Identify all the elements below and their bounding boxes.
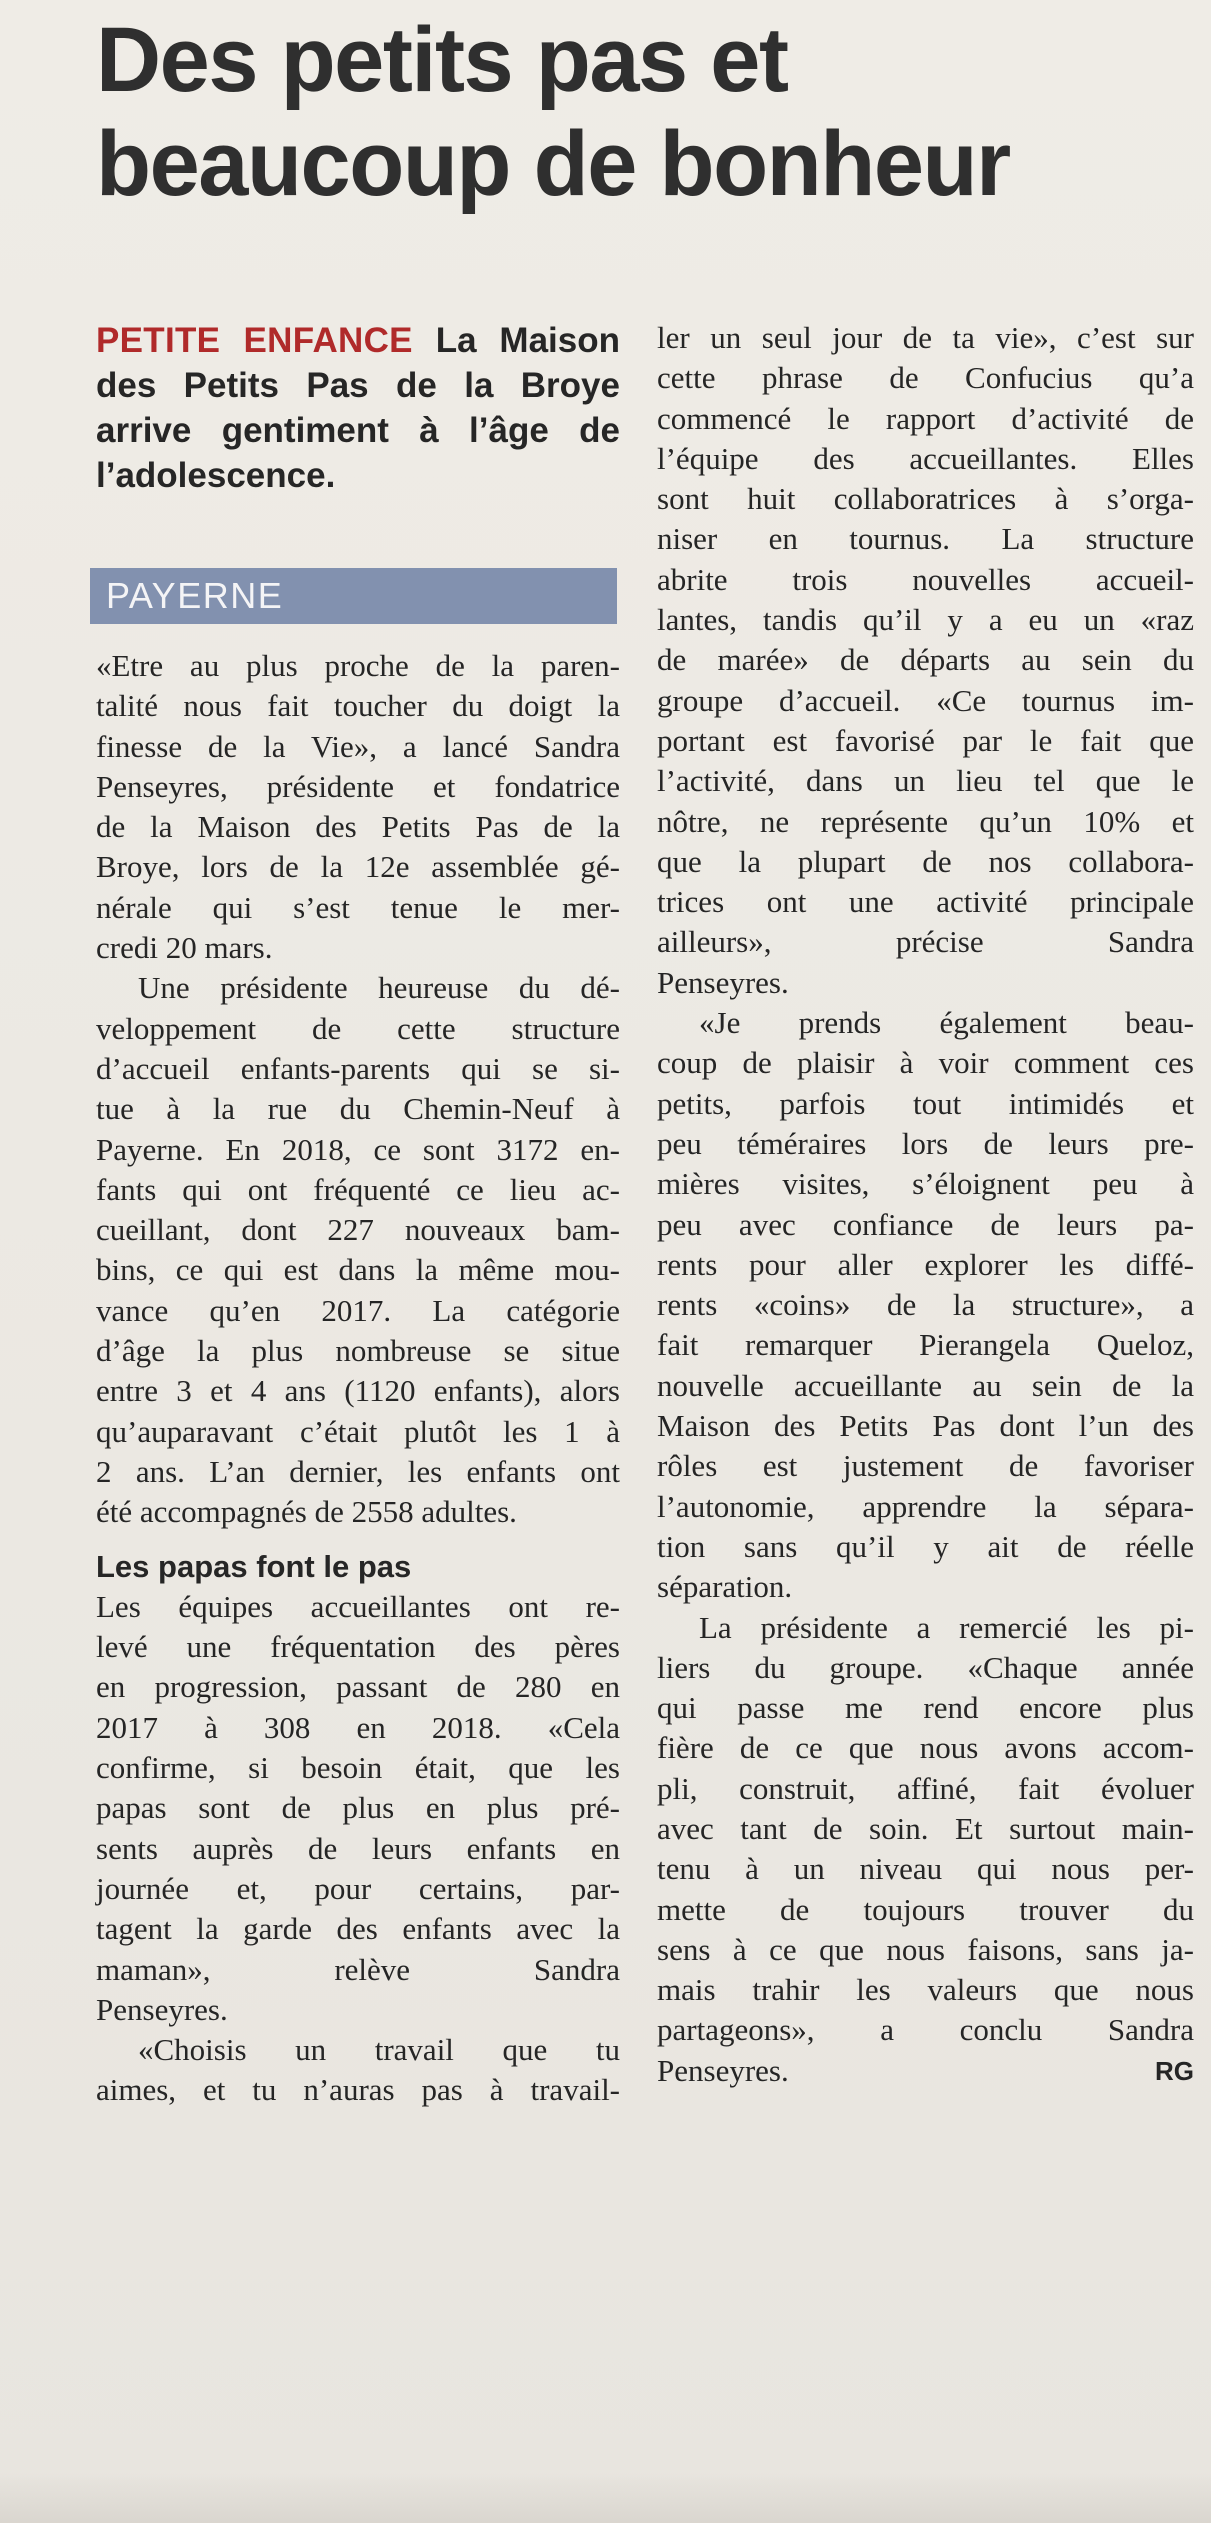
text-line: sens à ce que nous faisons, sans ja-	[657, 1931, 1194, 1967]
text-line: «Je prends également beau-	[699, 1005, 1194, 1041]
location-label: PAYERNE	[106, 575, 284, 616]
text-line: rents pour aller explorer les diffé-	[657, 1246, 1194, 1282]
text-line: Les équipes accueillantes ont re-	[96, 1588, 620, 1624]
text-line: veloppement de cette structure	[96, 1010, 620, 1046]
text-line: mette de toujours trouver du	[657, 1891, 1194, 1927]
text-line: sents auprès de leurs enfants en	[96, 1830, 620, 1866]
text-line: maman», relève Sandra	[96, 1951, 620, 1987]
text-line: abrite trois nouvelles accueil-	[657, 561, 1194, 597]
text-line: d’accueil enfants-parents qui se si-	[96, 1050, 620, 1086]
paragraph-3	[96, 1587, 620, 2030]
lead-line-1-rest: La Maison	[412, 321, 620, 360]
text-line: tagent la garde des enfants avec la	[96, 1911, 620, 1947]
text-line: d’âge la plus nombreuse se situe	[96, 1333, 620, 1369]
text-line: papas sont de plus en plus pré-	[96, 1790, 620, 1826]
text-line: l’équipe des accueillantes. Elles	[657, 440, 1194, 476]
text-line: coup de plaisir à voir comment ces	[657, 1045, 1194, 1081]
text-line: journée et, pour certains, par-	[96, 1870, 620, 1906]
text-line: fait remarquer Pierangela Queloz,	[657, 1327, 1194, 1363]
text-line: tenu à un niveau qui nous per-	[657, 1851, 1194, 1887]
text-line: trices ont une activité principale	[657, 884, 1194, 920]
headline-line-1: Des petits pas et	[96, 9, 788, 111]
text-line: groupe d’accueil. «Ce tournus im-	[657, 682, 1194, 718]
lead-line: l’adolescence.	[96, 456, 336, 495]
lead-paragraph	[96, 318, 620, 498]
text-line: fants qui ont fréquenté ce lieu ac-	[96, 1171, 620, 1207]
text-line: mières visites, s’éloignent peu à	[657, 1166, 1194, 1202]
text-line: Payerne. En 2018, ce sont 3172 en-	[96, 1131, 620, 1167]
text-line: liers du groupe. «Chaque année	[657, 1649, 1194, 1685]
lead-line	[96, 318, 620, 363]
text-line: entre 3 et 4 ans (1120 enfants), alors	[96, 1373, 620, 1409]
text-line: cueillant, dont 227 nouveaux bam-	[96, 1212, 620, 1248]
kicker-label: PETITE ENFANCE	[96, 321, 413, 360]
final-line-text: Penseyres.	[657, 2052, 789, 2088]
author-signature: RG	[1155, 2055, 1194, 2086]
text-line: vance qu’en 2017. La catégorie	[96, 1292, 620, 1328]
page-bottom-edge	[0, 2472, 1211, 2523]
text-line: levé une fréquentation des pères	[96, 1629, 620, 1665]
text-line: commencé le rapport d’activité de	[657, 400, 1194, 436]
text-line: lantes, tandis qu’il y a eu un «raz	[657, 602, 1194, 638]
text-line: de marée» de départs au sein du	[657, 642, 1194, 678]
text-line: séparation.	[657, 1569, 793, 1605]
text-line: fière de ce que nous avons accom-	[657, 1730, 1194, 1766]
text-line: Penseyres.	[657, 964, 789, 1000]
paragraph-2	[96, 968, 620, 1532]
column-1	[96, 646, 620, 2111]
text-line: l’autonomie, apprendre la sépara-	[657, 1488, 1194, 1524]
text-line: qu’auparavant c’était plutôt les 1 à	[96, 1413, 620, 1449]
text-line: peu téméraires lors de leurs pre-	[657, 1125, 1194, 1161]
text-line: sont huit collaboratrices à s’orga-	[657, 481, 1194, 517]
text-line: niser en tournus. La structure	[657, 521, 1194, 557]
text-line: ler un seul jour de ta vie», c’est sur	[657, 320, 1194, 355]
text-line: été accompagnés de 2558 adultes.	[96, 1494, 517, 1530]
text-line: Broye, lors de la 12e assemblée gé-	[96, 849, 620, 885]
text-line: que la plupart de nos collabora-	[657, 843, 1194, 879]
text-line: de la Maison des Petits Pas de la	[96, 809, 620, 845]
subheading: Les papas font le pas	[96, 1548, 412, 1584]
text-line: cette phrase de Confucius qu’a	[657, 360, 1194, 396]
text-line: finesse de la Vie», a lancé Sandra	[96, 728, 620, 764]
text-line: ailleurs», précise Sandra	[657, 924, 1194, 960]
text-line: nôtre, ne représente qu’un 10% et	[657, 803, 1194, 839]
text-line: avec tant de soin. Et surtout main-	[657, 1810, 1194, 1846]
text-line: mais trahir les valeurs que nous	[657, 1972, 1194, 2008]
text-line	[657, 2051, 1194, 2091]
lead-line: arrive gentiment à l’âge de	[96, 411, 620, 450]
paragraph-4-continued	[657, 318, 1194, 1003]
text-line: «Choisis un travail que tu	[138, 2032, 620, 2068]
paragraph-1	[96, 646, 620, 968]
text-line: credi 20 mars.	[96, 930, 273, 966]
text-line: «Etre au plus proche de la paren-	[96, 648, 620, 683]
text-line: portant est favorisé par le fait que	[657, 722, 1194, 758]
text-line: confirme, si besoin était, que les	[96, 1750, 620, 1786]
lead-line: des Petits Pas de la Broye	[96, 366, 620, 405]
text-line: tion sans qu’il y ait de réelle	[657, 1528, 1194, 1564]
text-line: Une présidente heureuse du dé-	[138, 970, 620, 1006]
text-line: nouvelle accueillante au sein de la	[657, 1367, 1194, 1403]
text-line: rents «coins» de la structure», a	[657, 1287, 1194, 1323]
paragraph-5	[657, 1003, 1194, 1607]
text-line: en progression, passant de 280 en	[96, 1669, 620, 1705]
text-line: 2 ans. L’an dernier, les enfants ont	[96, 1453, 620, 1489]
text-line: Penseyres.	[96, 1991, 228, 2027]
text-line: rôles est justement de favoriser	[657, 1448, 1194, 1484]
text-line: peu avec confiance de leurs pa-	[657, 1206, 1194, 1242]
headline	[96, 8, 1196, 216]
text-line: talité nous fait toucher du doigt la	[96, 688, 620, 724]
location-banner	[90, 568, 617, 624]
text-line: l’activité, dans un lieu tel que le	[657, 763, 1194, 799]
column-2	[657, 318, 1194, 2091]
text-line: aimes, et tu n’auras pas à travail-	[96, 2072, 620, 2108]
text-line: pli, construit, affiné, fait évoluer	[657, 1770, 1194, 1806]
text-line: La présidente a remercié les pi-	[699, 1609, 1194, 1645]
paragraph-4	[96, 2030, 620, 2111]
headline-line-2: beaucoup de bonheur	[96, 113, 1010, 215]
text-line: tue à la rue du Chemin-Neuf à	[96, 1091, 620, 1127]
text-line: petits, parfois tout intimidés et	[657, 1085, 1194, 1121]
paragraph-6	[657, 1608, 1194, 2092]
text-line: Maison des Petits Pas dont l’un des	[657, 1408, 1194, 1444]
text-line: nérale qui s’est tenue le mer-	[96, 889, 620, 925]
text-line: qui passe me rend encore plus	[657, 1690, 1194, 1726]
text-line: Penseyres, présidente et fondatrice	[96, 768, 620, 804]
text-line: bins, ce qui est dans la même mou-	[96, 1252, 620, 1288]
text-line: 2017 à 308 en 2018. «Cela	[96, 1709, 620, 1745]
text-line: partageons», a conclu Sandra	[657, 2012, 1194, 2048]
